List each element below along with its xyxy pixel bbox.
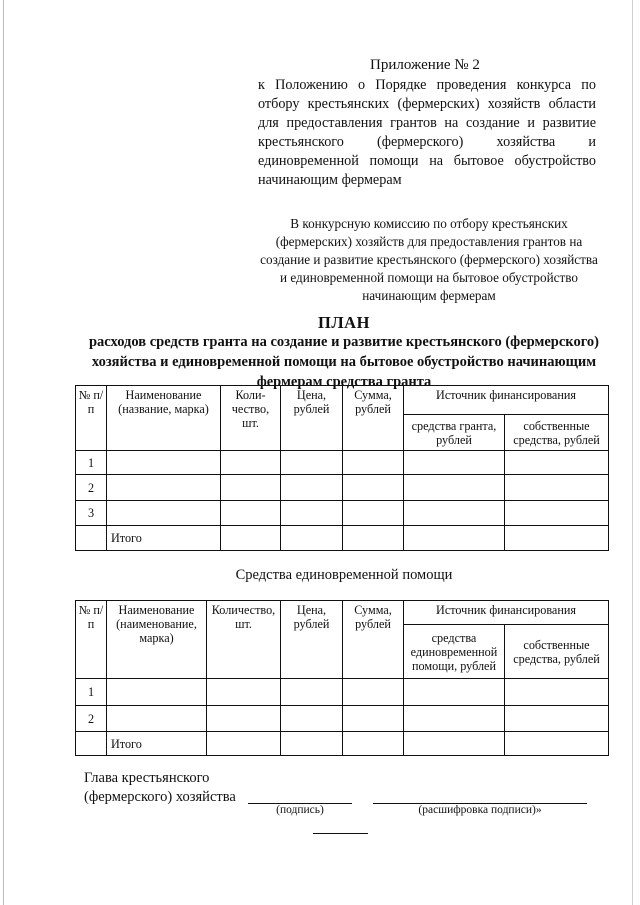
cell-name — [107, 475, 221, 501]
cell-own — [505, 732, 609, 756]
row-number: 2 — [76, 706, 107, 732]
cell-grant — [404, 451, 505, 475]
aid-section-title: Средства единовременной помощи — [235, 567, 453, 583]
header-name: Наименование (наименование, марка) — [107, 601, 207, 679]
cell-sum — [343, 501, 404, 526]
cell-sum — [343, 451, 404, 475]
cell-qty — [221, 526, 281, 551]
header-source-own: собственные средства, рублей — [505, 625, 609, 679]
cell-name — [107, 706, 207, 732]
cell-price — [281, 732, 343, 756]
annex-title: Приложение № 2 — [370, 57, 480, 73]
cell-qty — [207, 679, 281, 706]
header-source: Источник финансирования — [404, 601, 609, 625]
header-sum: Сумма, рублей — [343, 386, 404, 451]
cell-grant — [404, 526, 505, 551]
cell-price — [281, 526, 343, 551]
cell-price — [281, 679, 343, 706]
signature-label-line1: Глава крестьянского — [84, 770, 210, 786]
header-price: Цена, рублей — [281, 386, 343, 451]
cell-qty — [221, 501, 281, 526]
cell-own — [505, 679, 609, 706]
table-row — [76, 451, 609, 475]
header-source-aid: средства единовременной помощи, рублей — [404, 625, 505, 679]
table-row — [76, 706, 609, 732]
header-name: Наименование (название, марка) — [107, 386, 221, 451]
cell-qty — [221, 475, 281, 501]
cell-price — [281, 501, 343, 526]
row-number: 3 — [76, 501, 107, 526]
cell-name — [107, 679, 207, 706]
cell-aid — [404, 679, 505, 706]
cell-own — [505, 501, 609, 526]
cell-sum — [343, 475, 404, 501]
row-number: 2 — [76, 475, 107, 501]
cell-own — [505, 475, 609, 501]
scan-edge-right — [632, 0, 633, 905]
annex-text: к Положению о Порядке проведения конкурса по отбору крестьянских (фермерских) хозяйств области для предоставления грантов на создание и развитие крестьянского (фермерского) хозяйства и единовременной помощи на бытовое обустройство начинающим фермерам — [258, 77, 596, 188]
closing-dash-line — [313, 833, 368, 834]
cell-empty — [76, 526, 107, 551]
table-row — [76, 475, 609, 501]
header-source: Источник финансирования — [404, 386, 609, 415]
aid-expense-table — [75, 600, 609, 756]
cell-own — [505, 706, 609, 732]
cell-qty — [221, 451, 281, 475]
grant-expense-table — [75, 385, 609, 551]
table-row — [76, 679, 609, 706]
header-num: № п/п — [76, 386, 107, 451]
header-qty: Количество, шт. — [207, 601, 281, 679]
signature-decode-caption: (расшифровка подписи)» — [418, 804, 542, 816]
header-price: Цена, рублей — [281, 601, 343, 679]
cell-sum — [343, 706, 404, 732]
signature-caption: (подпись) — [276, 804, 324, 816]
cell-name — [107, 501, 221, 526]
header-sum: Сумма, рублей — [343, 601, 404, 679]
cell-price — [281, 706, 343, 732]
header-num: № п/п — [76, 601, 107, 679]
plan-title: ПЛАН — [318, 313, 370, 332]
cell-price — [281, 451, 343, 475]
cell-own — [505, 451, 609, 475]
cell-sum — [343, 526, 404, 551]
row-number: 1 — [76, 451, 107, 475]
cell-grant — [404, 475, 505, 501]
plan-subtitle: расходов средств гранта на создание и развитие крестьянского (фермерского) хозяйства и единовременной помощи на бытовое обустройство начинающим фермерам средства гранта — [88, 334, 600, 390]
cell-qty — [207, 732, 281, 756]
addressee-block: В конкурсную комиссию по отбору крестьянских (фермерских) хозяйств для предоставления грантов на создание и развитие крестьянского (фермерского) хозяйства и единовременной помощи на бытовое обустройство начинающим фермерам — [260, 216, 598, 303]
total-label: Итого — [107, 732, 207, 756]
total-row — [76, 526, 609, 551]
cell-aid — [404, 706, 505, 732]
header-qty: Коли-чество, шт. — [221, 386, 281, 451]
signature-label-line2: (фермерского) хозяйства — [84, 789, 236, 805]
cell-sum — [343, 679, 404, 706]
cell-sum — [343, 732, 404, 756]
cell-price — [281, 475, 343, 501]
total-label: Итого — [107, 526, 221, 551]
cell-grant — [404, 501, 505, 526]
table-row — [76, 501, 609, 526]
cell-aid — [404, 732, 505, 756]
scan-edge-left — [3, 0, 4, 905]
cell-name — [107, 451, 221, 475]
total-row — [76, 732, 609, 756]
cell-own — [505, 526, 609, 551]
header-source-grant: средства гранта, рублей — [404, 415, 505, 451]
header-source-own: собственные средства, рублей — [505, 415, 609, 451]
cell-qty — [207, 706, 281, 732]
cell-empty — [76, 732, 107, 756]
row-number: 1 — [76, 679, 107, 706]
